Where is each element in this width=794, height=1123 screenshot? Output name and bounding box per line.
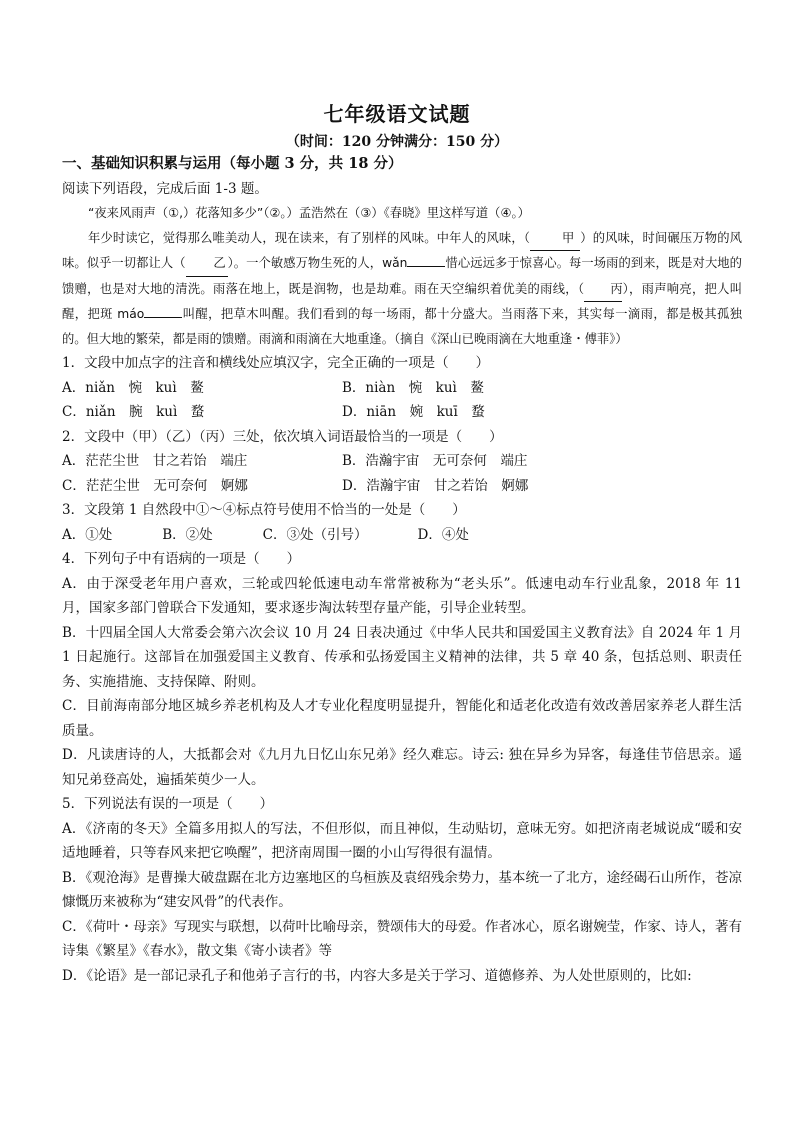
exam-content [62, 152, 742, 988]
passage-text: 惜心远远多于惊喜心。每一场雨的到来，既是对大地的馈赠，也是对大地的清洗。雨落在地上，既是润物，也是劫难。雨在天空编织着优美的雨线，（ [62, 256, 742, 296]
blank-jia: 甲 [530, 226, 580, 252]
passage-line-1: “夜来风雨声（①,）花落知多少”（②。）孟浩然在（③）《春晓》里这样写道（④。） [88, 206, 530, 220]
option-row [62, 474, 742, 499]
blank-yi: 乙 [186, 251, 228, 277]
option-c[interactable]: C．《荷叶・母亲》写现实与联想，以荷叶比喻母亲，赞颂伟大的母爱。作者冰心，原名谢婉莹，作家、诗人，著有诗集《繁星》《春水》，散文集《寄小读者》等 [62, 918, 742, 959]
passage-text: 年少时读它，觉得那么唯美动人，现在读来，有了别样的风味。中年人的风味，（ [88, 230, 531, 245]
option-b[interactable]: B．《观沧海》是曹操大破盘踞在北方边塞地区的乌桓族及袁绍残余势力，基本统一了北方，途经碣石山所作，苍凉慷慨历来被称为“建安风骨”的代表作。 [62, 869, 742, 910]
option-a[interactable]: A．茫茫尘世 甘之若饴 端庄 [62, 453, 248, 469]
question-stem: 1．文段中加点字的注音和横线处应填汉字，完全正确的一项是（ ） [62, 355, 490, 371]
question-stem: 5．下列说法有误的一项是（ ） [62, 796, 274, 812]
blank-mao [144, 317, 182, 318]
option-c[interactable]: C．目前海南部分地区城乡养老机构及人才专业化程度明显提升，智能化和适老化改造有效改善居家养老人群生活质量。 [62, 698, 742, 739]
option-d[interactable]: D．浩瀚宇宙 甘之若饴 婀娜 [342, 477, 529, 494]
option-a[interactable]: A．由于深受老年用户喜欢，三轮或四轮低速电动车常常被称为“老头乐”。低速电动车行业乱象，2018 年 11 月，国家多部门曾联合下发通知，要求逐步淘汰转型存量产能，引导企业转型。 [62, 575, 742, 616]
page-title: 七年级语文试题 [323, 102, 471, 126]
option-c[interactable]: C．茫茫尘世 无可奈何 婀娜 [62, 477, 248, 494]
option-d[interactable]: D．niān 婉 kuī 蝥 [342, 404, 485, 420]
passage-text: ）。一个敏感万物生死的人，wǎn [227, 256, 408, 270]
question-stem: 4．下列句子中有语病的一项是（ ） [62, 551, 301, 567]
option-d[interactable]: D．④处 [417, 526, 469, 543]
option-a[interactable]: A．niǎn 惋 kuì 鳌 [62, 379, 204, 396]
option-row [62, 523, 742, 548]
option-row [62, 400, 742, 425]
option-b[interactable]: B．浩瀚宇宙 无可奈何 端庄 [342, 453, 528, 469]
option-b[interactable]: B．②处 [162, 526, 213, 543]
option-b[interactable]: B．十四届全国人大常委会第六次会议 10 月 24 日表决通过《中华人民共和国爱国主义教育法》自 2024 年 1 月 1 日起施行。这部旨在加强爱国主义教育、传承和弘扬爱国主义精神的法律，共 5 章 40 条，包括总则、职责任务、实施措施、支持保障、附则。 [62, 624, 742, 690]
passage-text: 叫醒，把草木叫醒。我们看到的每一场雨，都十分盛大。当雨落下来，其实每一滴雨，都是极其孤独的。但大地的繁荣，都是雨的馈赠。雨滴和雨滴在大地重逢。（摘自《深山已晚雨滴在大地重逢・傅菲》） [62, 307, 742, 346]
section-heading: 一、基础知识积累与运用（每小题 3 分，共 18 分） [62, 155, 403, 172]
exam-time-info: （时间：120 分钟满分：150 分） [285, 134, 509, 150]
option-row [62, 376, 742, 401]
option-a[interactable]: A．①处 [62, 526, 113, 543]
passage-paragraph [62, 226, 742, 352]
option-row [62, 449, 742, 474]
question-stem: 2．文段中（甲）（乙）（丙）三处，依次填入词语最恰当的一项是（ ） [62, 428, 503, 445]
passage-text: ），雨声响亮，把人叫醒，把斑 máo [62, 281, 742, 321]
passage-text: ）的风味，时间碾压万物的风味。似乎一切都让人（ [62, 230, 742, 270]
option-c[interactable]: C．niǎn 腕 kuì 蝥 [62, 404, 205, 420]
blank-bing: 丙 [584, 277, 622, 303]
instruction: 阅读下列语段，完成后面 1-3 题。 [62, 180, 268, 197]
option-a[interactable]: A．《济南的冬天》全篇多用拟人的写法，不但形似，而且神似，生动贴切，意味无穷。如把济南老城说成“暖和安适地睡着，只等春风来把它唤醒”，把济南周围一圈的小山写得很有温情。 [62, 820, 742, 861]
option-b[interactable]: B．niàn 惋 kuì 鳌 [342, 379, 484, 396]
option-c[interactable]: C．③处（引号） [262, 526, 368, 543]
option-d[interactable]: D．凡读唐诗的人，大抵都会对《九月九日忆山东兄弟》经久难忘。诗云: 独在异乡为异客，每逢佳节倍思亲。遥知兄弟登高处，遍插茱萸少一人。 [62, 747, 742, 788]
option-d[interactable]: D．《论语》是一部记录孔子和他弟子言行的书，内容大多是关于学习、道德修养、为人处世原则的，比如: [62, 967, 692, 984]
question-stem: 3．文段第 1 自然段中①～④标点符号使用不恰当的一处是（ ） [62, 502, 466, 518]
blank-wan [407, 266, 445, 267]
